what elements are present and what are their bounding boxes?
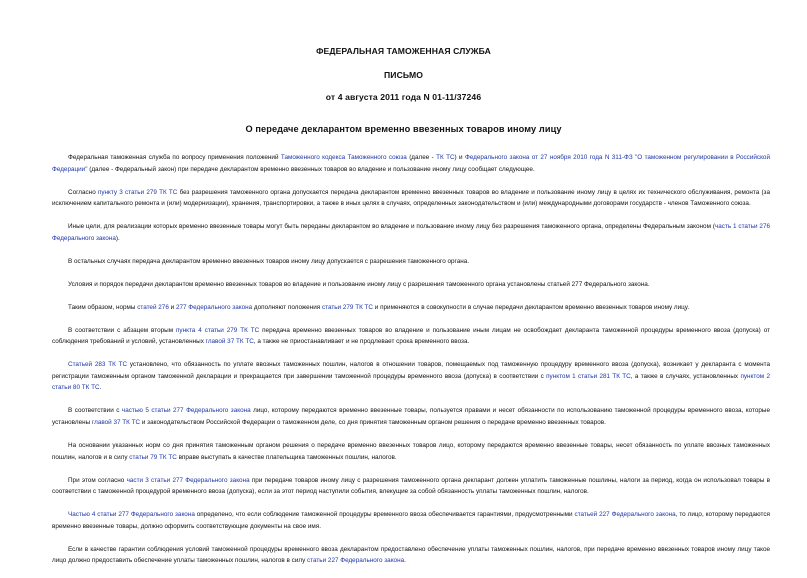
document-type-heading: ПИСЬМО — [384, 70, 423, 80]
paragraph-text: вправе выступать в качестве плательщика таможенных пошлин, налогов. — [176, 453, 397, 461]
organization-heading: ФЕДЕРАЛЬНАЯ ТАМОЖЕННАЯ СЛУЖБА — [316, 46, 491, 56]
legal-reference-link[interactable]: Таможенного кодекса Таможенного союза — [280, 154, 407, 161]
legal-reference-link[interactable]: статьей 227 Федерального закона — [574, 511, 676, 519]
legal-reference-link[interactable]: пункта 4 статьи 279 ТК ТС — [176, 326, 260, 334]
body-paragraph — [52, 325, 770, 348]
legal-reference-link[interactable]: статьи 279 ТК ТС — [321, 303, 374, 311]
paragraph-text: без разрешения таможенного органа допускается передача декларантом временно ввезенных товаров во владение и пользование иному лицу в целях их технического обслуживания, ремонта (за исключением капитального ремонта и (или) модернизации), хранения, транспортировки, а также в иных целях в случаях, определенных законодательством и (или) международными договорами государств - членов Таможенного союза. — [52, 188, 770, 208]
body-paragraph — [52, 359, 770, 394]
paragraph-text: лицо, которому передаются временно ввезенные товары, пользуется правами и несет обязанности по использованию таможенной процедуры временного ввоза, которые установлены — [52, 407, 770, 427]
paragraph-text: В остальных случаях передача декларантом временно ввезенных товаров иному лицу допускается с разрешения таможенного органа. — [68, 257, 470, 265]
body-paragraph — [52, 475, 770, 498]
paragraph-text: Условия и порядок передачи декларантом временно ввезенных товаров во владение и пользование иному лицу с разрешения таможенного органа установлены статьей 277 Федерального закона. — [68, 280, 650, 288]
body-paragraph — [52, 187, 770, 210]
paragraph-text: дополняют положения — [252, 303, 322, 311]
paragraph-text: установлено, что обязанность по уплате ввозных таможенных пошлин, налогов в отношении товаров, помещаемых под таможенную процедуру временного ввоза (допуска), возникает у декларанта с момента регистрации таможенным органом таможенной декларации и прекращается при завершении таможенной процедуры временного ввоза (допуска) в соответствии с — [52, 361, 770, 380]
paragraph-text: ) и — [454, 154, 465, 161]
paragraph-text: и законодательством Российской Федерации о таможенном деле, со дня принятия таможенным органом решения о передаче временно ввезенных товаров. — [140, 419, 606, 427]
document-title: О передаче декларантом временно ввезенных товаров иному лицу — [245, 124, 562, 134]
body-paragraph — [52, 405, 770, 428]
legal-reference-link[interactable]: Федерального закона от 27 ноября 2010 года N 311-ФЗ "О таможенном регулировании в Российской Федерации" — [52, 154, 771, 173]
body-paragraph — [52, 256, 770, 268]
legal-reference-link[interactable]: главой 37 ТК ТС — [91, 419, 141, 427]
paragraph-text: На основании указанных норм со дня принятия таможенным органом решения о передаче временно ввезенных товаров лицо, которому передаются временно ввезенные товары, несет обязанность по уплате ввозных таможенных пошлин, налогов и в силу — [52, 442, 770, 461]
legal-reference-link[interactable]: Частью 4 статьи 277 Федерального закона — [68, 511, 195, 519]
document-body — [52, 152, 770, 578]
paragraph-text: Таким образом, нормы — [68, 303, 138, 311]
paragraph-text: В соответствии с абзацем вторым — [68, 326, 176, 334]
paragraph-text: Если в качестве гарантии соблюдения условий таможенной процедуры временного ввоза декларантом предоставлено обеспечение уплаты таможенных пошлин, налогов, при передаче временно ввезенных товаров иному лицу такое лицо должно предоставить обеспечение уплаты таможенных пошлин, налогов в силу — [52, 545, 770, 565]
legal-reference-link[interactable]: 277 Федерального закона — [175, 303, 253, 311]
paragraph-text: ). — [115, 234, 120, 242]
paragraph-text: Согласно — [68, 188, 98, 196]
paragraph-text: , а также не приостанавливает и не продлевает срока временного ввоза. — [253, 338, 470, 346]
legal-reference-link[interactable]: пунктом 2 статьи 80 ТК ТС — [52, 372, 770, 392]
legal-reference-link[interactable]: статей 276 — [137, 303, 169, 311]
body-paragraph — [52, 152, 770, 175]
paragraph-text: Федеральная таможенная служба по вопросу применения положений — [68, 154, 281, 161]
legal-reference-link[interactable]: статьи 79 ТК ТС — [129, 453, 177, 461]
paragraph-text: В соответствии с — [68, 407, 122, 415]
paragraph-text: передача временно ввезенных товаров во владение и пользование иным лицам не освобождает декларанта таможенной процедуры временного ввоза (допуска) от соблюдения требований и условий, установленных — [52, 326, 770, 346]
paragraph-text: . — [99, 384, 102, 392]
body-paragraph — [52, 440, 770, 463]
paragraph-text: , а также в случаях, установленных — [630, 372, 741, 380]
paragraph-text: При этом согласно — [68, 476, 127, 484]
body-paragraph — [52, 279, 770, 291]
paragraph-text: (далее - — [406, 154, 437, 161]
paragraph-text: определено, что если соблюдение таможенной процедуры временного ввоза обеспечивается гарантиями, предусмотренными — [194, 511, 575, 519]
legal-reference-link[interactable]: статьи 227 Федерального закона — [307, 557, 405, 565]
legal-reference-link[interactable]: пунктом 1 статьи 281 ТК ТС — [546, 372, 631, 380]
paragraph-text: . — [404, 557, 406, 565]
legal-reference-link[interactable]: ТК ТС — [436, 154, 455, 161]
legal-reference-link[interactable]: главой 37 ТК ТС — [205, 338, 254, 346]
paragraph-text: (далее - Федеральный закон) при передаче декларантом временно ввезенных товаров во владение и пользование иному лицу сообщает следующее. — [87, 165, 535, 173]
paragraph-text: Иные цели, для реализации которых временно ввезенные товары могут быть переданы декларантом во владение и пользование иному лицу без разрешения таможенного органа, определены Федеральным законом ( — [68, 223, 715, 231]
body-paragraph — [52, 302, 770, 314]
body-paragraph — [52, 544, 770, 567]
paragraph-text: и применяются в совокупности в случае передачи декларантом временно ввезенных товаров иному лицу. — [373, 303, 690, 311]
legal-reference-link[interactable]: Статьей 283 ТК ТС — [68, 361, 128, 369]
body-paragraph — [52, 509, 770, 532]
paragraph-text: при передаче товаров иному лицу с разрешения таможенного органа декларант должен уплатить таможенные пошлины, налоги за период, когда он использовал товары в соответствии с таможенной процедурой временного ввоза (допуска), если за этот период наступили события, влекущие за собой обязанность уплаты таможенных пошлин, налогов. — [52, 476, 771, 496]
legal-reference-link[interactable]: часть 1 статьи 276 Федерального закона — [52, 223, 771, 242]
body-paragraph — [52, 221, 770, 244]
paragraph-text: и — [168, 303, 176, 311]
legal-reference-link[interactable]: пункту 3 статьи 279 ТК ТС — [97, 188, 178, 196]
paragraph-text: , то лицо, которому передаются временно ввезенные товары, должно оформить соответствующие документы на свое имя. — [52, 511, 770, 530]
legal-reference-link[interactable]: части 3 статьи 277 Федерального закона — [126, 476, 250, 484]
document-date-number: от 4 августа 2011 года N 01-11/37246 — [325, 92, 482, 102]
legal-reference-link[interactable]: частью 5 статьи 277 Федерального закона — [121, 407, 251, 415]
